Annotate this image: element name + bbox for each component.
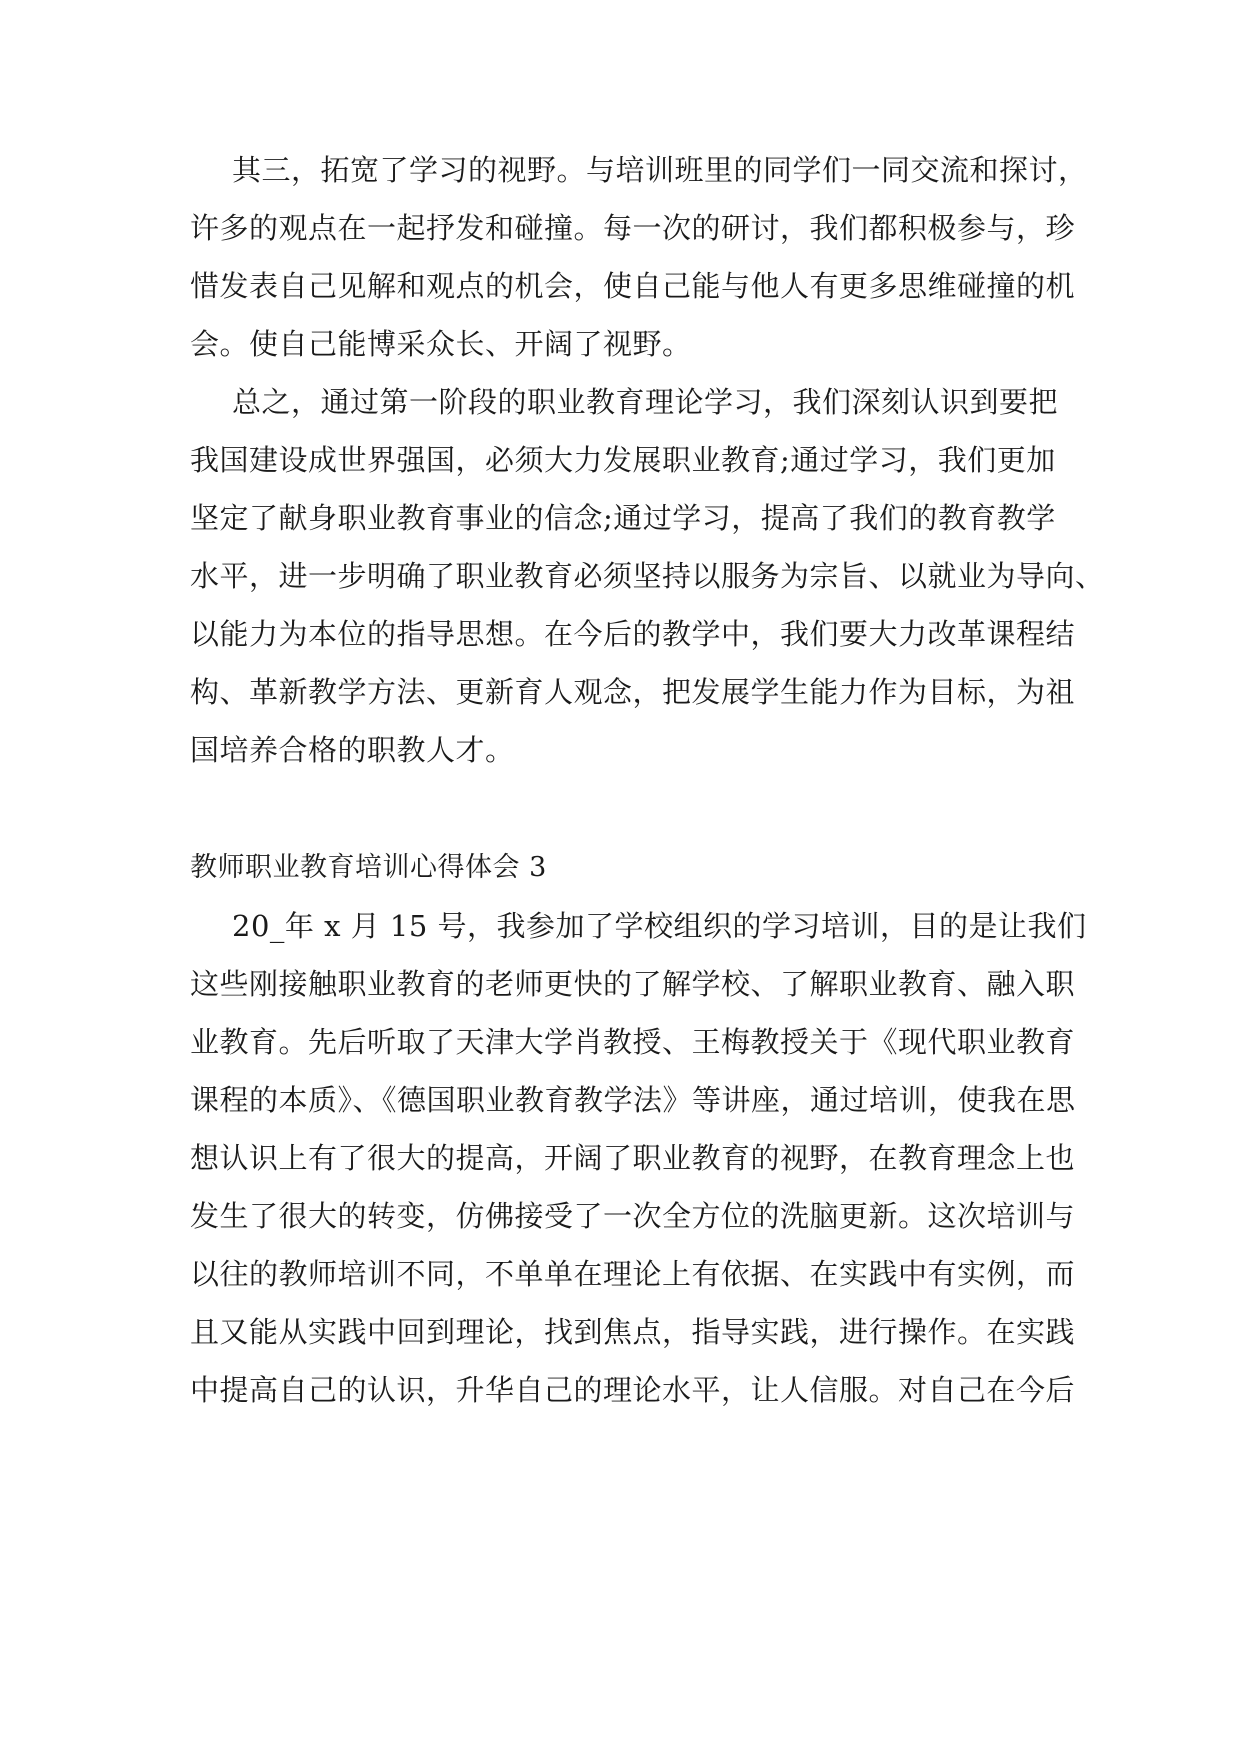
- text-line: 中提高自己的认识，升华自己的理论水平，让人信服。对自己在今后: [190, 1373, 1076, 1407]
- text-line: 其三，拓宽了学习的视野。与培训班里的同学们一同交流和探讨，: [232, 153, 1088, 187]
- text-line: 构、革新教学方法、更新育人观念，把发展学生能力作为目标，为祖: [190, 675, 1076, 709]
- text-line: 总之，通过第一阶段的职业教育理论学习，我们深刻认识到要把: [232, 385, 1059, 419]
- text-line: 且又能从实践中回到理论，找到焦点，指导实践，进行操作。在实践: [190, 1315, 1076, 1349]
- text-line: 会。使自己能博采众长、开阔了视野。: [190, 327, 692, 361]
- text-line: 以往的教师培训不同，不单单在理论上有依据、在实践中有实例，而: [190, 1257, 1076, 1291]
- text-line: 惜发表自己见解和观点的机会，使自己能与他人有更多思维碰撞的机: [190, 269, 1076, 303]
- text-line: 许多的观点在一起抒发和碰撞。每一次的研讨，我们都积极参与，珍: [190, 211, 1076, 245]
- text-line: 我国建设成世界强国，必须大力发展职业教育;通过学习，我们更加: [190, 443, 1056, 477]
- text-line: 这些刚接触职业教育的老师更快的了解学校、了解职业教育、融入职: [190, 967, 1076, 1001]
- text-line: 发生了很大的转变，仿佛接受了一次全方位的洗脑更新。这次培训与: [190, 1199, 1076, 1233]
- text-line: 想认识上有了很大的提高，开阔了职业教育的视野，在教育理念上也: [190, 1141, 1076, 1175]
- section-heading: 教师职业教育培训心得体会 3: [190, 852, 547, 883]
- text-line: 课程的本质》、《德国职业教育教学法》等讲座，通过培训，使我在思: [190, 1083, 1076, 1117]
- text-line: 坚定了献身职业教育事业的信念;通过学习，提高了我们的教育教学: [190, 501, 1056, 535]
- text-line: 以能力为本位的指导思想。在今后的教学中，我们要大力改革课程结: [190, 617, 1076, 651]
- text-line: 国培养合格的职教人才。: [190, 733, 515, 767]
- text-line: 20_年 x 月 15 号，我参加了学校组织的学习培训，目的是让我们: [232, 909, 1087, 943]
- text-line: 水平，进一步明确了职业教育必须坚持以服务为宗旨、以就业为导向、: [190, 559, 1105, 593]
- text-line: 业教育。先后听取了天津大学肖教授、王梅教授关于《现代职业教育: [190, 1025, 1076, 1059]
